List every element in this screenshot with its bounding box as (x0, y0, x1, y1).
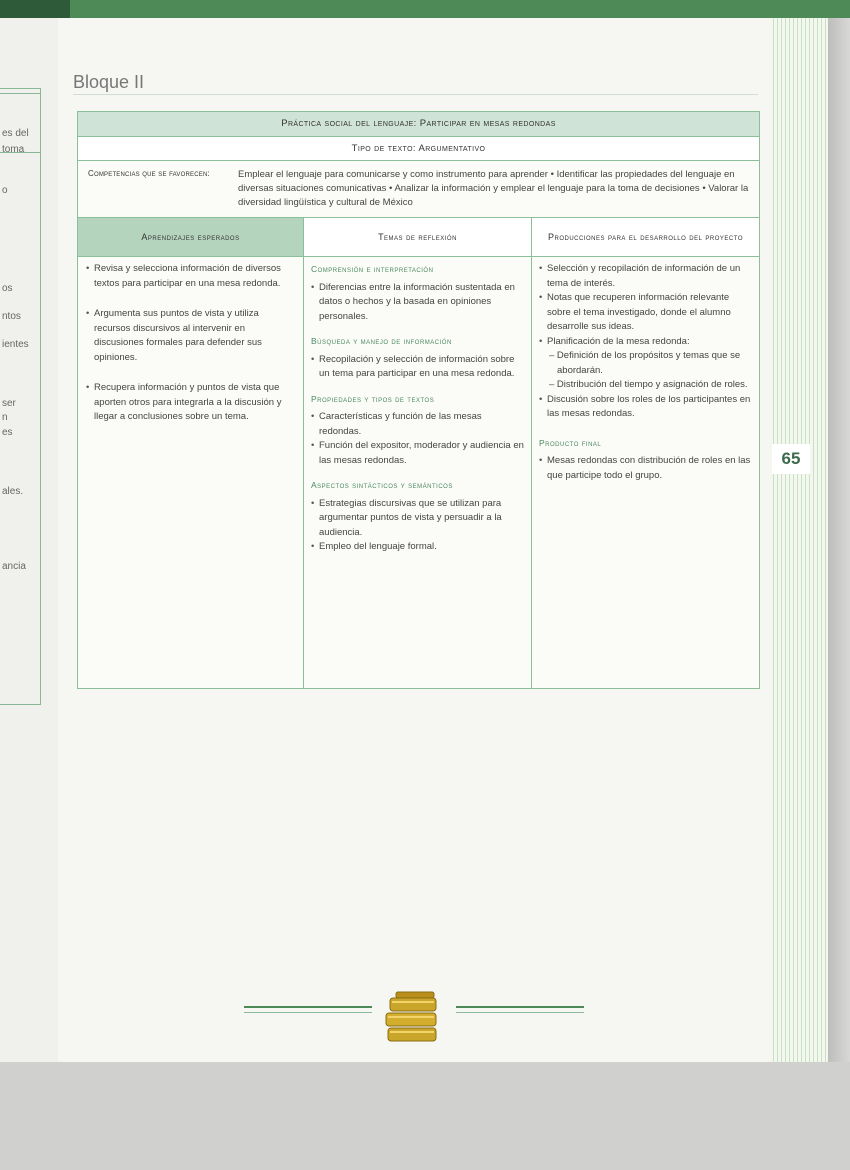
producto-final-heading: Producto final (539, 437, 602, 448)
previous-page-fragment: ientes (2, 339, 29, 350)
practica-social-row: Práctica social del lenguaje: Participar en mesas redondas (78, 112, 759, 137)
scan-bottom-band (0, 1062, 850, 1170)
previous-page-fragment: es del (2, 128, 29, 139)
previous-page-fragment: es (2, 427, 13, 438)
sub-item: – Distribución del tiempo y asignación de roles. (549, 379, 748, 390)
list-item: • Notas que recuperen información relevante sobre el tema investigado, donde el alumno desarrolle sus ideas. (539, 291, 753, 335)
header-aprendizajes: Aprendizajes esperados (78, 218, 303, 257)
temas-column (311, 262, 526, 555)
header-temas: Temas de reflexión (304, 218, 531, 257)
list-item: • Recopilación y selección de información sobre un tema para participar en una mesa redonda. (311, 353, 526, 382)
list-item: • Función del expositor, moderador y audiencia en las mesas redondas. (311, 439, 526, 468)
column-divider (303, 218, 304, 688)
previous-page-table-edge (0, 88, 41, 705)
previous-page-fragment: ales. (2, 486, 24, 497)
page-number: 65 (772, 444, 810, 474)
header-producciones: Producciones para el desarrollo del proyecto (532, 218, 759, 257)
ornament-line (456, 1006, 584, 1008)
list-item: • Discusión sobre los roles de los participantes en las mesas redondas. (539, 393, 753, 422)
ornament-line (456, 1012, 584, 1013)
list-item: • Empleo del lenguaje formal. (311, 540, 526, 555)
ornament-line (244, 1012, 372, 1013)
section-heading: Búsqueda y manejo de información (311, 336, 452, 346)
producciones-column (539, 262, 753, 483)
column-divider (531, 218, 532, 688)
tipo-texto-row: Tipo de texto: Argumentativo (78, 137, 759, 161)
previous-page-fragment: ancia (2, 561, 26, 572)
competencias-label: Competencias que se favorecen: (88, 169, 210, 178)
competencias-text: Emplear el lenguaje para comunicarse y como instrumento para aprender • Identificar las propiedades del lenguaje en diversas situaciones comunicativas • Analizar la información y emplear el lenguaje para la toma de decisiones • Valorar la diversidad lingüística y cultural de México (238, 169, 749, 208)
section-heading: Comprensión e interpretación (311, 264, 434, 274)
top-dark-band (0, 0, 70, 18)
page-edge-shadow (828, 18, 850, 1062)
previous-page-fragment: n (2, 412, 8, 423)
previous-page-strip (0, 18, 59, 1062)
section-heading: Aspectos sintácticos y semánticos (311, 480, 453, 490)
books-icon (382, 986, 442, 1046)
program-table (77, 111, 760, 689)
sub-item: – Definición de los propósitos y temas que se abordarán. (549, 350, 741, 376)
previous-page-rule (0, 93, 40, 94)
title-rule (73, 94, 758, 95)
previous-page-fragment: ser (2, 398, 16, 409)
list-item: • Selección y recopilación de información de un tema de interés. (539, 262, 753, 291)
list-item: • Recupera información y puntos de vista que aporten otros para integrarla a la discusión y llegar a conclusiones sobre un tema. (86, 381, 286, 425)
previous-page-fragment: toma (2, 144, 25, 155)
margin-stripes (770, 18, 830, 1062)
section-heading: Propiedades y tipos de textos (311, 393, 435, 404)
aprendizajes-column (86, 262, 286, 441)
previous-page-fragment: ntos (2, 311, 21, 322)
list-item: • Características y función de las mesas redondas. (311, 410, 526, 439)
previous-page-fragment: o (2, 185, 8, 196)
previous-page-fragment: os (2, 283, 13, 294)
competencias-row (78, 161, 759, 218)
footer-ornament (244, 986, 584, 1046)
block-title: Bloque II (73, 72, 145, 92)
list-item: • Estrategias discursivas que se utilizan para argumentar puntos de vista y persuadir a la audiencia. (311, 497, 526, 541)
list-item: • Diferencias entre la información sustentada en datos o hechos y la basada en opiniones personales. (311, 281, 526, 325)
ornament-line (244, 1006, 372, 1008)
list-item: • Revisa y selecciona información de diversos textos para participar en una mesa redonda. (86, 262, 286, 291)
list-item: • Mesas redondas con distribución de roles en las que participe todo el grupo. (539, 454, 753, 483)
list-item: • Argumenta sus puntos de vista y utiliza recursos discursivos al intervenir en discusiones formales para defender sus opiniones. (86, 307, 286, 365)
list-item: • Planificación de la mesa redonda: (539, 335, 753, 350)
top-green-band (0, 0, 850, 18)
